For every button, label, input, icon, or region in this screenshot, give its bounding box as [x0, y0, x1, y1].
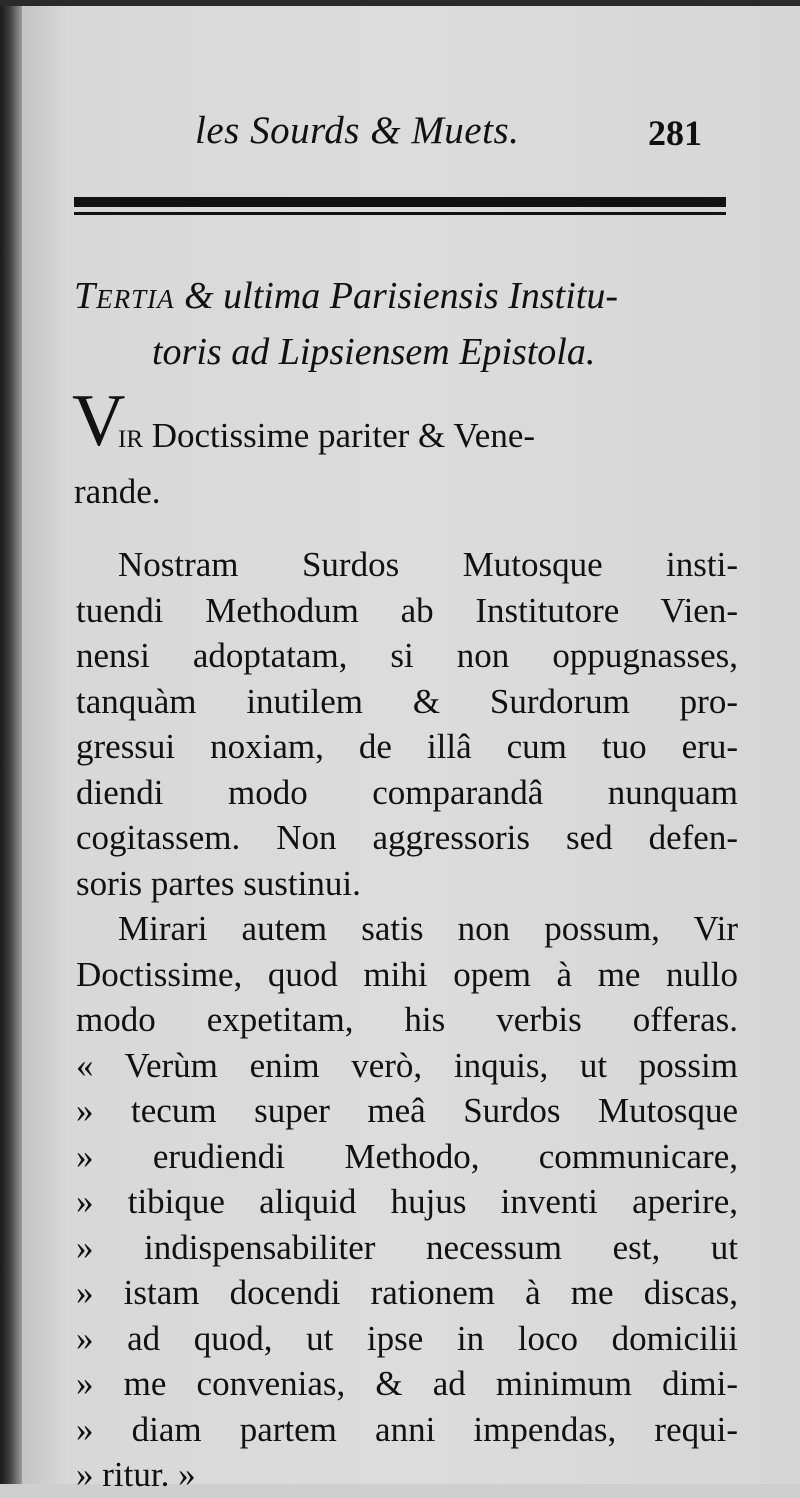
- body-line: modo expetitam, his verbis offeras.: [76, 1000, 738, 1039]
- page-number: 281: [648, 113, 702, 153]
- body-line: nensi adoptatam, si non oppugnasses,: [76, 636, 738, 675]
- body-line: » tecum super meâ Surdos Mutosque: [76, 1091, 738, 1130]
- body-line: cogitassem. Non aggressoris sed defen-: [76, 818, 738, 857]
- body-line: soris partes sustinui.: [76, 863, 361, 903]
- body-line: » tibique aliquid hujus inventi aperire,: [76, 1182, 738, 1221]
- header-rule-thin: [74, 212, 726, 215]
- title-line2: toris ad Lipsiensem Epistola.: [152, 331, 596, 373]
- body-line: » ad quod, ut ipse in loco domicilii: [76, 1318, 738, 1358]
- title-small-caps: Tertia: [74, 275, 175, 317]
- salutation-line1: Doctissime pariter & Vene-: [143, 416, 536, 455]
- salutation-line2: rande.: [74, 472, 161, 511]
- body-line: « Verùm enim verò, inquis, ut possim: [76, 1045, 738, 1085]
- body-line: » erudiendi Methodo, communicare,: [76, 1136, 738, 1176]
- body-line: » ritur. »: [76, 1455, 196, 1494]
- body-line: gressui noxiam, de illâ cum tuo eru-: [76, 727, 738, 766]
- page-top-edge: [0, 0, 800, 6]
- salutation-small-caps: ir: [118, 416, 143, 455]
- body-line: Nostram Surdos Mutosque insti-: [118, 545, 738, 584]
- title-line1: & ultima Parisiensis Institu-: [174, 275, 618, 317]
- header-rule-thick: [74, 197, 726, 207]
- drop-cap: V: [72, 380, 126, 462]
- body-line: tanquàm inutilem & Surdorum pro-: [76, 681, 738, 721]
- letter-title: [74, 268, 734, 380]
- body-line: » diam partem anni impendas, requi-: [76, 1409, 738, 1449]
- salutation: [74, 408, 738, 520]
- letter-body: [76, 542, 738, 1498]
- body-line: » istam docendi rationem à me discas,: [76, 1273, 738, 1312]
- body-line: » indispensabiliter necessum est, ut: [76, 1227, 738, 1267]
- body-line: » me convenias, & ad minimum dimi-: [76, 1364, 738, 1403]
- body-line: tuendi Methodum ab Institutore Vien-: [76, 590, 738, 630]
- body-line: diendi modo comparandâ nunquam: [76, 772, 738, 812]
- book-spine: [0, 0, 22, 1484]
- body-line: Mirari autem satis non possum, Vir: [118, 909, 738, 948]
- running-head: les Sourds & Muets.: [195, 109, 520, 152]
- body-line: Doctissime, quod mihi opem à me nullo: [76, 954, 738, 994]
